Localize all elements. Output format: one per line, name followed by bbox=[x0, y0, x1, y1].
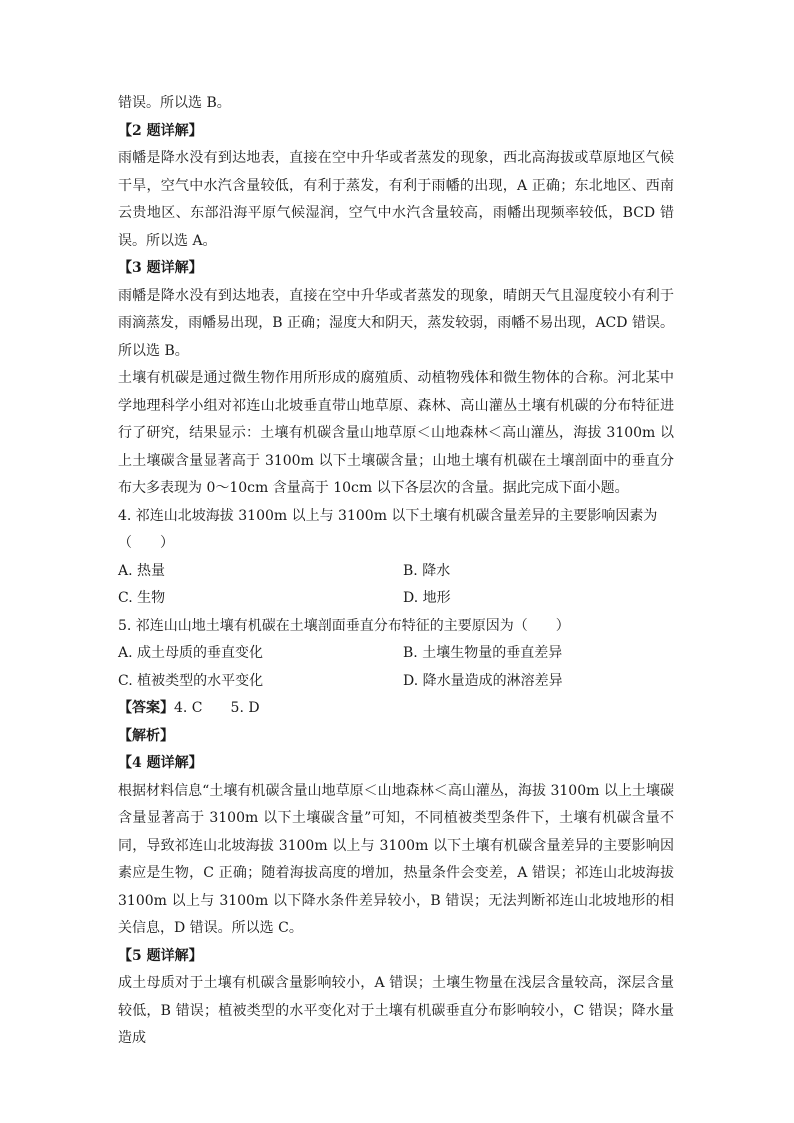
q5-option-a: A. 成土母质的垂直变化 bbox=[118, 645, 264, 661]
q5-options-row-1 bbox=[118, 640, 674, 668]
q4-option-c: C. 生物 bbox=[118, 590, 166, 606]
paragraph-material: 土壤有机碳是通过微生物作用所形成的腐殖质、动植物残体和微生物体的合称。河北某中学地理科学小组对祁连山北坡垂直带山地草原、森林、高山灌丛土壤有机碳的分布特征进行了研究，结果显示：土壤有机碳含量山地草原＜山地森林＜高山灌丛，海拔 3100m 以上土壤碳含量显著高于 3100m 以下土壤碳含量；山地土壤有机碳在土壤剖面中的垂直分布大多表现为 0～10cm 含量高于 10cm 以下各层次的含量。据此完成下面小题。 bbox=[118, 370, 674, 496]
heading-q4-explanation: 【4 题详解】 bbox=[118, 755, 203, 771]
q4-options-row-1 bbox=[118, 558, 674, 586]
paragraph-q2-explanation: 雨幡是降水没有到达地表，直接在空中升华或者蒸发的现象，西北高海拔或草原地区气候干旱，空气中水汽含量较低，有利于蒸发，有利于雨幡的出现，A 正确；东北地区、西南云贵地区、东部沿海平原气候湿润，空气中水汽含量较高，雨幡出现频率较低，BCD 错误。所以选 A。 bbox=[118, 150, 674, 249]
q5-option-c: C. 植被类型的水平变化 bbox=[118, 672, 264, 689]
paragraph-q5-explanation: 成土母质对于土壤有机碳含量影响较小，A 错误；土壤生物量在浅层含量较高，深层含量较低，B 错误；植被类型的水平变化对于土壤有机碳垂直分布影响较小，C 错误；降水量造成 bbox=[118, 975, 674, 1046]
answer-line bbox=[118, 695, 674, 723]
q4-option-a: A. 热量 bbox=[118, 562, 166, 579]
answer-5: 5. D bbox=[230, 700, 260, 716]
answer-label: 【答案】 bbox=[118, 700, 174, 716]
answer-4: 4. C bbox=[174, 700, 203, 716]
q5-options-row-2 bbox=[118, 668, 674, 696]
heading-q3-explanation: 【3 题详解】 bbox=[118, 260, 203, 276]
question-5: 5. 祁连山山地土壤有机碳在土壤剖面垂直分布特征的主要原因为（ ） bbox=[118, 617, 570, 634]
heading-analysis: 【解析】 bbox=[118, 727, 174, 744]
heading-q5-explanation: 【5 题详解】 bbox=[118, 947, 203, 964]
heading-q2-explanation: 【2 题详解】 bbox=[118, 122, 203, 139]
paragraph-q4-explanation: 根据材料信息“土壤有机碳含量山地草原＜山地森林＜高山灌丛，海拔 3100m 以上土壤碳含量显著高于 3100m 以下土壤碳含量”可知，不同植被类型条件下，土壤有机碳含量不同，导致祁连山北坡海拔 3100m 以上与 3100m 以下土壤有机碳含量差异的主要影响因素应是生物，C 正确；随着海拔高度的增加，热量条件会变差，A 错误；祁连山北坡海拔 3100m 以上与 3100m 以下降水条件差异较小，B 错误；无法判断祁连山北坡地形的相关信息，D 错误。所以选 C。 bbox=[118, 782, 674, 936]
q4-option-b: B. 降水 bbox=[403, 562, 451, 579]
q5-option-d: D. 降水量造成的淋溶差异 bbox=[403, 672, 563, 689]
paragraph-q3-explanation: 雨幡是降水没有到达地表，直接在空中升华或者蒸发的现象，晴朗天气且湿度较小有利于雨滴蒸发，雨幡易出现，B 正确；湿度大和阴天，蒸发较弱，雨幡不易出现，ACD 错误。所以选 B。 bbox=[118, 287, 674, 359]
question-4: 4. 祁连山北坡海拔 3100m 以上与 3100m 以下土壤有机碳含量差异的主要影响因素为（ ） bbox=[118, 507, 658, 551]
q4-option-d: D. 地形 bbox=[403, 590, 451, 606]
q4-options-row-2 bbox=[118, 585, 674, 613]
q5-option-b: B. 土壤生物量的垂直差异 bbox=[403, 645, 563, 661]
document-page bbox=[118, 90, 674, 1053]
paragraph-prev-conclusion: 错误。所以选 B。 bbox=[118, 95, 231, 111]
